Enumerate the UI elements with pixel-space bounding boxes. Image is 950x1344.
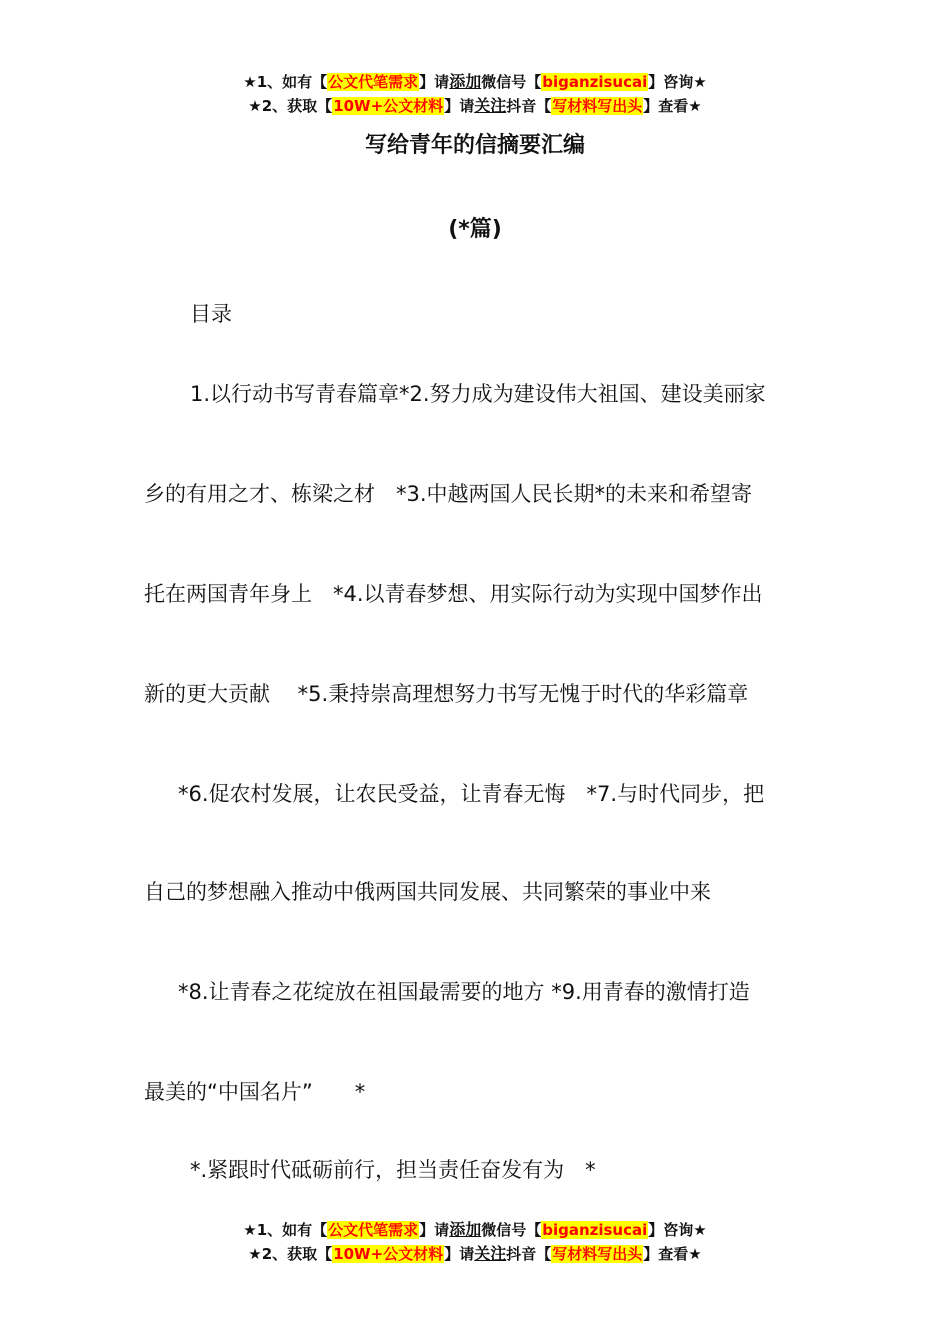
banner-text: 抖音【 bbox=[506, 1245, 552, 1263]
banner-text: 微信号【 bbox=[481, 1221, 542, 1239]
banner-text: 】查看★ bbox=[643, 97, 702, 115]
underlined-follow: 关注 bbox=[474, 1244, 507, 1263]
toc-line: 乡的有用之才、栋梁之材 *3.中越两国人民长期*的未来和希望寄 bbox=[144, 482, 753, 506]
toc-heading: 目录 bbox=[190, 302, 232, 326]
footer-line-1 bbox=[0, 1218, 950, 1242]
highlight-service: 公文代笔需求 bbox=[328, 73, 419, 91]
highlight-wechat-id: biganzisucai bbox=[542, 73, 648, 91]
underlined-add: 添加 bbox=[449, 1220, 482, 1239]
banner-text: ★1、如有【 bbox=[243, 1221, 328, 1239]
banner-text: 】请 bbox=[444, 1245, 475, 1263]
toc-line: 最美的“中国名片” * bbox=[144, 1080, 366, 1104]
toc-line: 1.以行动书写青春篇章*2.努力成为建设伟大祖国、建设美丽家 bbox=[190, 382, 766, 406]
footer-line-2 bbox=[0, 1242, 950, 1266]
header-line-2 bbox=[0, 94, 950, 118]
toc-line: 自己的梦想融入推动中俄两国共同发展、共同繁荣的事业中来 bbox=[144, 880, 711, 904]
highlight-douyin-account: 写材料写出头 bbox=[552, 1245, 643, 1263]
banner-text: ★1、如有【 bbox=[243, 73, 328, 91]
underlined-follow: 关注 bbox=[474, 96, 507, 115]
underlined-add: 添加 bbox=[449, 72, 482, 91]
toc-line: *.紧跟时代砥砺前行，担当责任奋发有为 * bbox=[190, 1158, 596, 1182]
highlight-materials: 10W+公文材料 bbox=[333, 1245, 444, 1263]
banner-text: 】请 bbox=[444, 97, 475, 115]
banner-text: 】咨询★ bbox=[648, 1221, 707, 1239]
page-subtitle: (*篇) bbox=[448, 217, 502, 242]
banner-text: 】请 bbox=[419, 73, 450, 91]
banner-text: 】请 bbox=[419, 1221, 450, 1239]
toc-line: 新的更大贡献 *5.秉持崇高理想努力书写无愧于时代的华彩篇章 bbox=[144, 682, 749, 706]
footer-banner bbox=[0, 1218, 950, 1266]
page-title: 写给青年的信摘要汇编 bbox=[364, 133, 585, 158]
banner-text: 微信号【 bbox=[481, 73, 542, 91]
banner-text: ★2、获取【 bbox=[248, 97, 333, 115]
highlight-douyin-account: 写材料写出头 bbox=[552, 97, 643, 115]
banner-text: 】查看★ bbox=[643, 1245, 702, 1263]
banner-text: ★2、获取【 bbox=[248, 1245, 333, 1263]
banner-text: 抖音【 bbox=[506, 97, 552, 115]
toc-line: *8.让青春之花绽放在祖国最需要的地方 *9.用青春的激情打造 bbox=[178, 980, 750, 1004]
header-line-1 bbox=[0, 70, 950, 94]
highlight-materials: 10W+公文材料 bbox=[333, 97, 444, 115]
toc-line: *6.促农村发展，让农民受益，让青春无悔 *7.与时代同步，把 bbox=[178, 782, 765, 806]
toc-line: 托在两国青年身上 *4.以青春梦想、用实际行动为实现中国梦作出 bbox=[144, 582, 763, 606]
banner-text: 】咨询★ bbox=[648, 73, 707, 91]
highlight-service: 公文代笔需求 bbox=[328, 1221, 419, 1239]
header-banner bbox=[0, 70, 950, 118]
highlight-wechat-id: biganzisucai bbox=[542, 1221, 648, 1239]
